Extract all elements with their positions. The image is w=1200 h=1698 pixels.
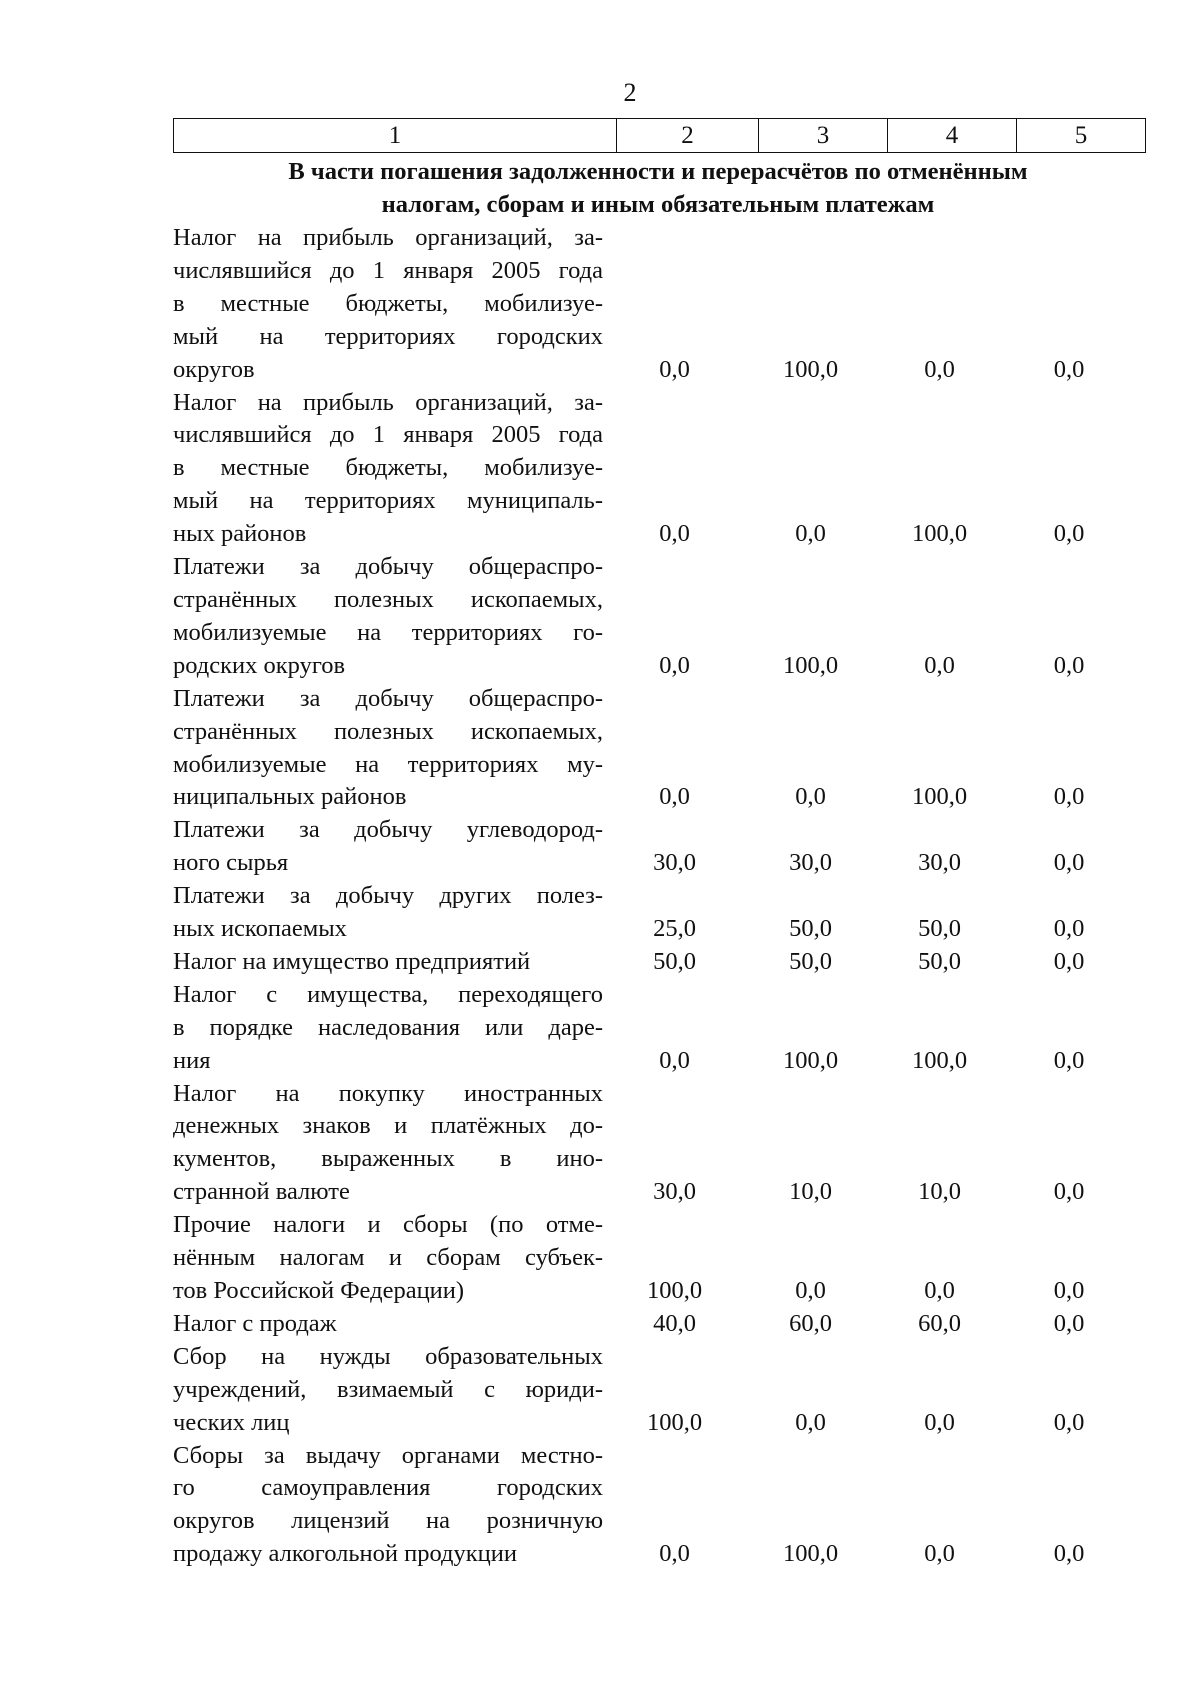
row-value-col2: 50,0: [653, 947, 696, 975]
row-value-col5: 0,0: [1053, 355, 1085, 383]
row-value-col3: 100,0: [782, 355, 839, 383]
row-name-line: в местные бюджеты, мобилизуе-: [173, 289, 603, 317]
row-value-col4: 30,0: [918, 849, 961, 877]
row-value-col2: 25,0: [653, 915, 696, 943]
row-name-line: тов Российской Федерации): [173, 1277, 465, 1304]
row-name-line: денежных знаков и платёжных до-: [173, 1112, 603, 1140]
row-value-col3: 50,0: [789, 915, 832, 943]
row-value-col4: 0,0: [924, 355, 955, 383]
row-value-col2: 0,0: [659, 651, 690, 679]
row-value-col5: 0,0: [1053, 1309, 1085, 1337]
row-name: [173, 222, 603, 387]
row-name-line: ных районов: [173, 520, 307, 548]
row-value-col3: 100,0: [782, 651, 839, 679]
table-row: [173, 683, 1134, 815]
row-value-col4: 0,0: [924, 1408, 955, 1436]
table-row: [173, 1308, 1134, 1341]
section-heading-line: В части погашения задолженности и перерасчётов по отменённым: [288, 158, 1028, 185]
column-header-3: 3: [759, 119, 888, 153]
row-value-col2: 0,0: [659, 783, 690, 811]
row-value-col3: 30,0: [789, 849, 832, 877]
column-header-4: 4: [888, 119, 1017, 153]
row-value-col2: 0,0: [659, 355, 690, 383]
column-header-row: [174, 119, 1146, 153]
row-value-col4: 100,0: [911, 1046, 968, 1074]
tax-rows: [173, 222, 1134, 1571]
row-name-line: округов: [173, 355, 255, 383]
row-name-line: мый на территориях городских: [173, 322, 603, 350]
row-name: [173, 814, 603, 880]
row-value-col2: 100,0: [646, 1408, 703, 1436]
row-name-line: ниципальных районов: [173, 783, 407, 811]
row-name: [173, 1078, 603, 1210]
column-header-table: [173, 118, 1146, 153]
row-name-line: Платежи за добычу углеводород-: [173, 816, 603, 844]
row-value-col4: 100,0: [911, 783, 968, 811]
section-heading: [173, 155, 1143, 221]
row-name-line: в местные бюджеты, мобилизуе-: [173, 454, 603, 482]
row-name-line: мобилизуемые на территориях го-: [173, 618, 603, 646]
row-name-line: Прочие налоги и сборы (по отме-: [173, 1211, 603, 1239]
row-name-line: родских округов: [173, 651, 346, 679]
row-name-line: продажу алкогольной продукции: [173, 1540, 517, 1568]
row-name-line: Платежи за добычу других полез-: [173, 882, 603, 910]
row-value-col3: 0,0: [795, 1277, 826, 1304]
row-value-col3: 60,0: [789, 1309, 832, 1337]
row-name-line: Налог с продаж: [173, 1309, 337, 1337]
row-value-col2: 40,0: [653, 1309, 696, 1337]
column-header-1: 1: [174, 119, 617, 153]
row-name-line: в порядке наследования или даре-: [173, 1013, 603, 1041]
row-name-line: ного сырья: [173, 849, 289, 877]
row-name-line: Платежи за добычу общераспро-: [173, 553, 603, 581]
row-value-col5: 0,0: [1053, 1046, 1085, 1074]
row-name-line: го самоуправления городских: [173, 1474, 603, 1502]
row-name: [173, 979, 603, 1078]
row-name-line: ческих лиц: [173, 1408, 290, 1436]
row-value-col4: 100,0: [911, 520, 968, 548]
row-value-col3: 100,0: [782, 1046, 839, 1074]
row-value-col5: 0,0: [1053, 849, 1085, 877]
row-value-col2: 0,0: [659, 1540, 690, 1568]
row-value-col4: 0,0: [924, 1277, 955, 1304]
row-value-col2: 0,0: [659, 520, 690, 548]
column-header-2: 2: [617, 119, 759, 153]
row-name-line: мый на территориях муниципаль-: [173, 487, 603, 515]
row-value-col5: 0,0: [1053, 1277, 1085, 1304]
table-row: [173, 1209, 1134, 1308]
row-value-col3: 100,0: [782, 1540, 839, 1568]
row-name: [173, 946, 603, 979]
page-number: 2: [623, 78, 637, 107]
table-row: [173, 1078, 1134, 1210]
row-value-col3: 0,0: [795, 1408, 826, 1436]
row-name-line: числявшийся до 1 января 2005 года: [173, 256, 603, 284]
table-row: [173, 551, 1134, 683]
row-name-line: Сборы за выдачу органами местно-: [173, 1441, 603, 1469]
row-value-col2: 30,0: [653, 849, 696, 877]
row-name-line: странённых полезных ископаемых,: [173, 585, 603, 613]
row-name: [173, 387, 603, 552]
row-name: [173, 1308, 603, 1341]
row-name-line: Налог на покупку иностранных: [173, 1079, 603, 1107]
row-name-line: странённых полезных ископаемых,: [173, 717, 603, 745]
section-heading-line: налогам, сборам и иным обязательным платежам: [381, 191, 935, 218]
row-value-col4: 50,0: [918, 915, 961, 943]
row-value-col2: 0,0: [659, 1046, 690, 1074]
row-name: [173, 683, 603, 815]
row-name-line: ных ископаемых: [173, 915, 347, 943]
row-name: [173, 1209, 603, 1308]
row-value-col4: 0,0: [924, 651, 955, 679]
row-name-line: округов лицензий на розничную: [173, 1507, 603, 1535]
row-name-line: Платежи за добычу общераспро-: [173, 684, 603, 712]
row-value-col3: 0,0: [795, 783, 826, 811]
table-row: [173, 387, 1134, 552]
row-value-col5: 0,0: [1053, 1408, 1085, 1436]
row-name-line: ния: [173, 1046, 211, 1074]
row-name-line: числявшийся до 1 января 2005 года: [173, 421, 603, 449]
row-value-col2: 30,0: [653, 1178, 696, 1206]
row-name: [173, 1440, 603, 1572]
row-name-line: Налог на имущество предприятий: [173, 947, 531, 975]
row-value-col4: 50,0: [918, 947, 961, 975]
row-name: [173, 1341, 603, 1440]
row-name: [173, 880, 603, 946]
row-value-col5: 0,0: [1053, 651, 1085, 679]
row-name-line: странной валюте: [173, 1178, 350, 1206]
row-value-col5: 0,0: [1053, 915, 1085, 943]
column-header-5: 5: [1017, 119, 1146, 153]
row-name-line: учреждений, взимаемый с юриди-: [173, 1375, 603, 1403]
row-name-line: мобилизуемые на территориях му-: [173, 750, 603, 778]
row-name: [173, 551, 603, 683]
table-row: [173, 814, 1134, 880]
row-value-col4: 0,0: [924, 1540, 955, 1568]
row-name-line: Налог на прибыль организаций, за-: [173, 224, 603, 251]
row-value-col3: 50,0: [789, 947, 832, 975]
table-row: [173, 222, 1134, 387]
row-name-line: нённым налогам и сборам субъек-: [173, 1244, 603, 1272]
row-value-col2: 100,0: [646, 1277, 703, 1304]
row-value-col4: 10,0: [918, 1178, 961, 1206]
table-row: [173, 880, 1134, 946]
row-value-col3: 10,0: [789, 1178, 832, 1206]
row-name-line: Налог на прибыль организаций, за-: [173, 388, 603, 416]
row-name-line: Налог с имущества, переходящего: [173, 980, 603, 1008]
row-value-col5: 0,0: [1053, 783, 1085, 811]
row-value-col5: 0,0: [1053, 1540, 1085, 1568]
table-row: [173, 979, 1134, 1078]
row-value-col5: 0,0: [1053, 1178, 1085, 1206]
table-row: [173, 946, 1134, 979]
row-value-col5: 0,0: [1053, 520, 1085, 548]
table-row: [173, 1440, 1134, 1572]
row-name-line: кументов, выраженных в ино-: [173, 1145, 603, 1173]
row-value-col4: 60,0: [918, 1309, 961, 1337]
row-value-col5: 0,0: [1053, 947, 1085, 975]
row-value-col3: 0,0: [795, 520, 826, 548]
table-row: [173, 1341, 1134, 1440]
row-name-line: Сбор на нужды образовательных: [173, 1342, 603, 1370]
